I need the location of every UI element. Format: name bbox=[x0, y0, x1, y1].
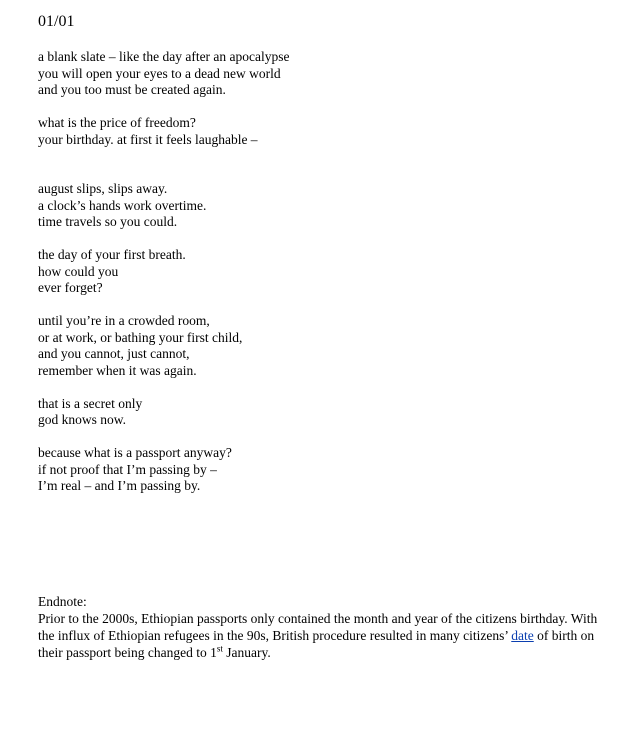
poem-line: time travels so you could. bbox=[38, 214, 178, 229]
poem-line: a clock’s hands work overtime. bbox=[38, 197, 207, 213]
poem-line: I’m real – and I’m passing by. bbox=[38, 478, 201, 493]
poem-line: a blank slate – like the day after an apocalypse bbox=[38, 49, 290, 64]
poem-line: that is a secret only bbox=[38, 395, 143, 411]
stanza-spacer bbox=[38, 297, 598, 314]
stanza-spacer bbox=[38, 379, 598, 396]
stanza-6 bbox=[38, 396, 598, 429]
poem-line: until you’re in a crowded room, bbox=[38, 313, 210, 328]
endnote-text-after: January. bbox=[222, 645, 271, 660]
poem-line: ever forget? bbox=[38, 280, 103, 295]
stanza-spacer bbox=[38, 429, 598, 446]
endnote bbox=[38, 593, 598, 661]
poem-line: if not proof that I’m passing by – bbox=[38, 461, 217, 477]
poem-line: what is the price of freedom? bbox=[38, 115, 196, 130]
poem-line: because what is a passport anyway? bbox=[38, 445, 232, 460]
endnote-text-before: Prior to the 2000s, Ethiopian passports only contained the month and year of the citizens birthday. With the influx of Ethiopian refugees in the 90s, British procedure resulted in many citizens’ bbox=[38, 611, 598, 643]
stanza-1 bbox=[38, 49, 598, 99]
poem-line: god knows now. bbox=[38, 412, 127, 427]
poem-line: remember when it was again. bbox=[38, 362, 197, 378]
stanza-3 bbox=[38, 181, 598, 231]
date-link[interactable]: date bbox=[511, 628, 534, 643]
stanza-4 bbox=[38, 247, 598, 297]
ordinal-superscript: st bbox=[216, 643, 223, 654]
poem-line: the day of your first breath. bbox=[38, 247, 186, 262]
stanza-spacer bbox=[38, 148, 598, 181]
stanza-spacer bbox=[38, 231, 598, 248]
poem-line: august slips, slips away. bbox=[38, 181, 168, 196]
poem-line: your birthday. at first it feels laughable – bbox=[38, 131, 258, 147]
poem-line: and you cannot, just cannot, bbox=[38, 346, 190, 361]
poem-line: and you too must be created again. bbox=[38, 82, 226, 97]
stanza-2 bbox=[38, 115, 598, 148]
poem-line: or at work, or bathing your first child, bbox=[38, 329, 243, 345]
endnote-text bbox=[38, 610, 598, 661]
stanza-spacer bbox=[38, 99, 598, 116]
poem-line: how could you bbox=[38, 263, 119, 279]
stanza-7 bbox=[38, 445, 598, 495]
poem-body bbox=[38, 49, 598, 495]
endnote-text-middle: of birth on their passport being changed to 1 bbox=[38, 628, 595, 660]
poem-title: 01/01 bbox=[38, 13, 75, 30]
stanza-5 bbox=[38, 313, 598, 379]
endnote-heading: Endnote: bbox=[38, 594, 87, 609]
poem-line: you will open your eyes to a dead new world bbox=[38, 65, 281, 81]
